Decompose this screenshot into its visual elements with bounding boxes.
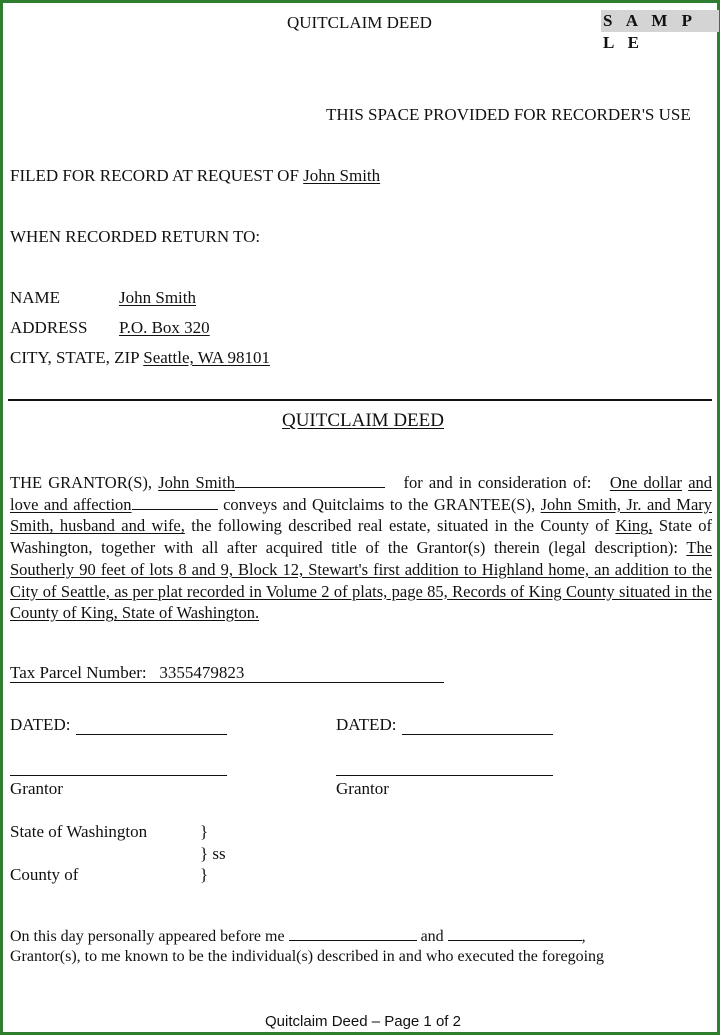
grantor-label-left: Grantor <box>10 779 63 798</box>
address-value: P.O. Box 320 <box>119 318 210 337</box>
dated-line-right[interactable] <box>402 734 553 735</box>
county-value: King, <box>615 516 653 536</box>
grantor-signature-line-right[interactable] <box>336 775 553 776</box>
recorder-use-note: THIS SPACE PROVIDED FOR RECORDER'S USE <box>326 105 691 124</box>
legal-description: The Southerly 90 feet of lots 8 and 9, Block 12, Stewart's first addition to Highland home, an addition to the City of Seattle, as per plat recorded in Volume 2 of plats, page 85, Records of King County situated in the County of King, State of Washington. <box>10 538 713 623</box>
document-title: QUITCLAIM DEED <box>287 13 432 32</box>
sample-badge: S A M P L E <box>601 10 719 32</box>
notary-county-label: County of <box>10 865 79 884</box>
notary-known-text: Grantor(s), to me known to be the individual(s) described in and who executed the foregoing <box>10 948 605 965</box>
page-footer: Quitclaim Deed – Page 1 of 2 <box>265 1013 461 1030</box>
deed-heading: QUITCLAIM DEED <box>281 410 444 431</box>
grantor-value: John Smith <box>158 473 235 492</box>
grantor-signature-line-left[interactable] <box>10 775 227 776</box>
grantor-blank <box>235 473 385 488</box>
grantor-label-right: Grantor <box>336 779 389 798</box>
consideration-value-2: and love and affection <box>10 473 713 514</box>
name-value: John Smith <box>119 288 196 307</box>
conveys-text: conveys and Quitclaims to the GRANTEE(S), <box>223 494 536 514</box>
dated-label-left: DATED: <box>10 715 71 734</box>
deed-body-paragraph <box>10 472 712 624</box>
notary-brace-ss: } ss <box>200 844 226 863</box>
notary-appeared-line <box>10 926 586 946</box>
city-state-zip <box>10 348 270 368</box>
name-label: NAME <box>10 288 61 307</box>
filed-value: John Smith <box>303 166 381 185</box>
described-text: the following described real estate, situated in the County of <box>191 516 610 536</box>
appeared-text: On this day personally appeared before me <box>10 928 285 945</box>
dated-label-right: DATED: <box>336 715 397 734</box>
consideration-blank <box>132 495 218 510</box>
tax-parcel-value: 3355479823 <box>159 663 245 682</box>
notary-brace-bottom: } <box>200 865 209 884</box>
tax-parcel-underline <box>10 682 444 683</box>
city-label: CITY, STATE, ZIP <box>10 348 139 367</box>
filed-label: FILED FOR RECORD AT REQUEST OF <box>10 166 299 185</box>
state-text: State of Washington, together with all after acquired title of the Grantor(s) therein (legal description): <box>10 516 712 558</box>
consideration-value-1: One dollar <box>609 473 683 492</box>
dated-line-left[interactable] <box>76 734 227 735</box>
consideration-label: for and in consideration of: <box>403 473 592 492</box>
notary-state-label: State of Washington <box>10 822 148 841</box>
appeared-blank-1[interactable] <box>289 926 417 941</box>
appeared-blank-2[interactable] <box>448 926 582 941</box>
city-value: Seattle, WA 98101 <box>143 348 270 367</box>
grantee-value: John Smith, Jr. and Mary Smith, husband and wife, <box>10 494 713 536</box>
return-to-label: WHEN RECORDED RETURN TO: <box>10 227 261 246</box>
filed-for-record <box>10 166 380 186</box>
comma-text: , <box>581 928 586 945</box>
address-label: ADDRESS <box>10 318 88 337</box>
notary-brace-top: } <box>200 822 209 841</box>
grantor-label: THE GRANTOR(S), <box>10 473 152 492</box>
section-divider <box>8 399 712 401</box>
tax-parcel <box>10 663 244 683</box>
and-text: and <box>420 928 444 945</box>
tax-parcel-label: Tax Parcel Number: <box>10 663 147 682</box>
